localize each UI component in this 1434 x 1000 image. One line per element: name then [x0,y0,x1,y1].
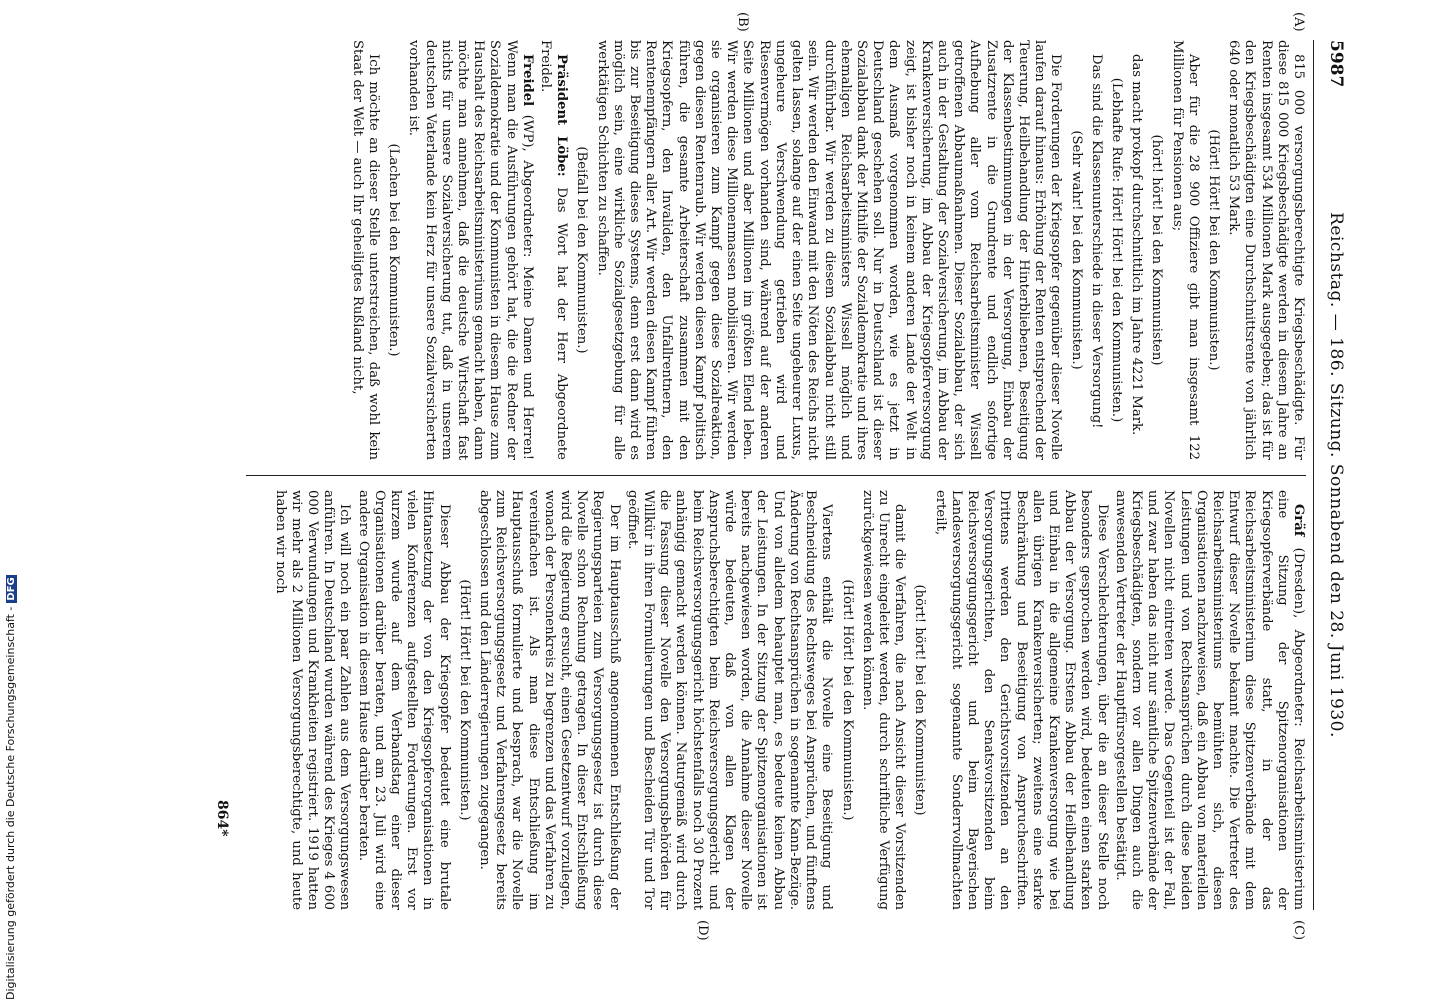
left-column [347,40,1306,460]
right-column-paragraph: Ich will noch ein paar Zahlen aus dem Versorgungswesen anführen. In Deutschland wurden während des Krieges 4 600 000 Verwundungen und Krankheiten registriert. 1919 hatten wir mehr als 2 Millionen Versorgungsberechtigte, und heute haben wir noch [272,490,353,910]
running-title: Reichstag. — 186. Sitzung. Sonnabend den 28. Juni 1930. [1326,212,1346,738]
left-column-paragraph: (Sehr wahr! bei den Kommunisten.) [1068,130,1084,370]
signature-mark: 864* [214,800,230,837]
page-number: 5987 [1326,40,1346,88]
credit-text: Digitalisierung gefördert durch die Deutsche Forschungsgemeinschaft - [4,606,17,1000]
left-column-paragraph: (Lebhafte Rufe: Hört! Hört! bei den Kommunisten.) [1108,77,1124,423]
right-column-paragraph: (hört! hört! bei den Kommunisten) [912,584,928,816]
margin-marker-b: (B) [735,12,750,32]
right-column-paragraph: damit die Verfahren, die nach Ansicht dieser Vorsitzenden zu Unrecht eingeleitet werden, durch schriftliche Verfügung zurückgewiesen werden können. [859,490,908,910]
right-column-paragraph: Dieser Abbau der Kriegsopfer bedeutet eine brutale Hintansetzung der von den Kriegsopferorganisationen in vielen Konferenzen aufgestellten Forderungen. Erst vor kurzem wurde auf dem Verbandstag einer dieser Organisationen darüber beraten, und am 23. Juli wird eine andere Organisation in diesem Hause darüber beraten. [355,490,452,910]
speech-text: (WP), Abgeordneter: Meine Damen und Herren! Wenn man die Ausführungen gehört hat, die die Redner der Sozialdemokratie und der Kommunisten in diesem Hause zum Haushalt des Reichsarbeitsministeriums gemacht haben, dann möchte man annehmen, daß die deutsche Wirtschaft fast nichts für unsere Sozialversicherung tut, daß in unserem deutschen Vaterlande kein Herz für unsere Sozialversicherten vorhanden ist. [406,40,535,460]
left-column-paragraph: (hört! hört! bei den Kommunisten) [1149,134,1165,366]
left-column-paragraph: (Hört! Hört! bei den Kommunisten.) [1205,129,1221,371]
document-page [90,12,1350,941]
header-rule [1313,40,1314,910]
right-column-paragraph: Viertens enthält die Novelle eine Beseitigung und Beschneidung des Rechtsweges bei Ansprüchen, und fünftens Änderung von Rechtsansprüchen in sogenannte Kann-Bezüge. Und von alledem behauptet man, es bedeute keinen Abbau der Leistungen. In der Sitzung der Spitzenorganisationen ist bereits nachgewiesen worden, die Annahme dieser Novelle würde bedeuten, daß von allen Klagen der Anspruchsberechtigten beim Reichsversorgungsgericht und beim Reichsversorgungsgericht höchstenfalls noch 30 Prozent anhängig gemacht werden können. Naturgemäß wird durch die Fassung dieser Novelle den Versorgungsbehörden für Willkür in ihren Formulierungen und Bescheiden Tür und Tor geöffnet. [624,490,835,910]
left-column-paragraph: (Lachen bei den Kommunisten.) [386,143,402,357]
speaker-name: Präsident Löbe: [554,54,570,177]
margin-marker-c: (C) [1291,920,1306,941]
left-column-paragraph: Die Forderungen der Kriegsopfer gegenüber dieser Novelle laufen darauf hinaus: Erhöhung der Renten entsprechend der Teuerung, Heilbehandlung der Hinterbliebenen, Beseitigung der Klassenbestimmungen in der Versorgung, Einbau der Zusatzrente in die Grundrente und endlich sofortige Aufhebung aller vom Reichsarbeitsminister Wissell getroffenen Abbaumaßnahmen. Dieser Sozialabbau, der sich auch in der Gestaltung der Sozialversicherung, im Abbau der Krankenversicherung, im Abbau der Kriegsopferversorgung zeigt, ist bisher noch in keinem anderen Lande der Welt in dem Ausmaß vorgenommen worden, wie es jetzt in Deutschland geschehen soll. Nur in Deutschland ist dieser Sozialabbau dank der Mithilfe der Sozialdemokratie und ihres ehemaligen Reichsarbeitsministers Wissell möglich und durchführbar. Wir werden zu diesem Sozialabbau nicht still sein. Wir werden den Einwand mit den Nöten des Reichs nicht gelten lassen, solange auf der einen Seite ungeheurer Luxus, ungeheure Verschwendung getrieben wird und Riesenvermögen vorhanden sind, während auf der anderen Seite Millionen und aber Millionen im größten Elend leben. Wir werden diese Millionenmassen mobilisieren. Wir werden sie organisieren zum Kampf gegen diese Sozialreaktion, gegen diesen Rentenraub. Wir werden diesen Kampf politisch führen, die gesamte Arbeiterschaft zusammen mit den Kriegsopfern, den Invaliden, den Unfallrentnern, den Rentenempfängern aller Art. Wir werden diesen Kampf führen bis zur Beseitigung dieses Systems, denn erst dann wird es möglich sein, eine wirkliche Sozialgesetzgebung für alle werktätigen Schichten zu schaffen. [594,40,1064,460]
page-header [1314,40,1350,910]
left-column-paragraph: Ich möchte an dieser Stelle unterstreichen, daß wohl kein Staat der Welt — auch Ihr geheiligtes Rußland nicht, [349,40,382,460]
right-column-paragraph: (Hört! Hört! bei den Kommunisten.) [456,579,472,821]
left-column-paragraph: 815 000 versorgungsberechtigte Kriegsbeschädigte. Für diese 815 000 Kriegsbeschädigte werden in diesem Jahre an Renten insgesamt 534 Millionen Mark ausgegeben; das ist für den Kriegsbeschädigten eine Durchschnittsrente von jährlich 640 oder monatlich 53 Mark. [1226,40,1306,460]
margin-marker-a: (A) [1291,12,1306,32]
right-column-paragraph [1112,490,1306,910]
left-column-paragraph: Das sind die Klassenunterschiede in dieser Versorgung! [1088,54,1104,429]
left-column-paragraph: das macht prokopf durchschnittlich im Jahre 4221 Mark. [1129,54,1145,436]
speaker-name: Freidel [519,54,535,107]
left-column-paragraph: Aber für die 28 900 Offiziere gibt man insgesamt 122 Millionen für Pensionen aus; [1169,40,1201,460]
right-column [269,490,1306,910]
left-column-paragraph [405,40,535,460]
margin-marker-d: (D) [695,920,710,941]
right-column-paragraph: (Hört! Hört! bei den Kommunisten.) [839,579,855,821]
column-divider [246,475,1306,476]
right-column-paragraph: Der im Hauptausschuß angenommenen Entschließung der Regierungsparteien zum Versorgungsgesetz ist durch diese Novelle schon Rechnung getragen. In dieser Entschließung wird die Regierung ersucht, einen Gesetzentwurf vorzulegen, wonach der Personenkreis zu begrenzen und das Verfahren zu vereinfachen ist. Als man diese Entschließung im Hauptausschuß formulierte und besprach, war die Novelle zum Reichsversorgungsgesetz und Verfahrensgesetz bereits abgeschlossen und den Länderregierungen zugegangen. [477,490,622,910]
right-column-paragraph: Diese Verschlechterungen, über die an dieser Stelle noch besonders gesprochen werden wird, bedeuten einen starken Abbau der Versorgung. Erstens Abbau der Heilbehandlung und Einbau in die allgemeine Krankenversorgung wie bei allen übrigen Krankenversicherten; zweitens eine starke Beschränkung und Beseitigung von Ansprucheschriften. Drittens werden den Gerichtsvorsitzenden an den Versorgungsgerichten, den Senatsvorsitzenden beim Reichsversorgungsgericht und beim Bayerischen Landesversorgungsgericht sogenannte Sonderrvollmachten erteilt, [932,490,1110,910]
dfg-logo: DFG [6,577,17,601]
left-column-paragraph: (Beifall bei den Kommunisten.) [574,146,590,354]
left-column-paragraph [537,40,569,460]
speaker-name: Gräf [1291,504,1306,537]
speech-text: (Dresden), Abgeordneter: Reichsarbeitsministerium eine Sitzung der Spitzenorganisationen der Kriegsopferverbände statt, in der das Reichsarbeitsministerium diese Spitzenverbände mit dem Entwurf dieser Novelle bekannt machte. Die Vertreter des Reichsarbeitsministeriums bemühten sich, diesen Organisationen nachzuweisen, daß ein Abbau von materiellen Leistungen und von Rechtsansprüchen durch diese beiden Novellen nicht eintreten werde. Das Gegenteil ist der Fall, und zwar haben das nicht nur sämtliche Spitzenverbände der Kriegsbeschädigten, sondern vor allen Dingen auch die anwesenden Vertreter der Hauptfürsorgestellen bestätigt. [1112,490,1306,910]
speech-text: Das Wort hat der Herr Abgeordnete Freidel. [538,40,570,460]
digitization-credit [4,0,18,1000]
